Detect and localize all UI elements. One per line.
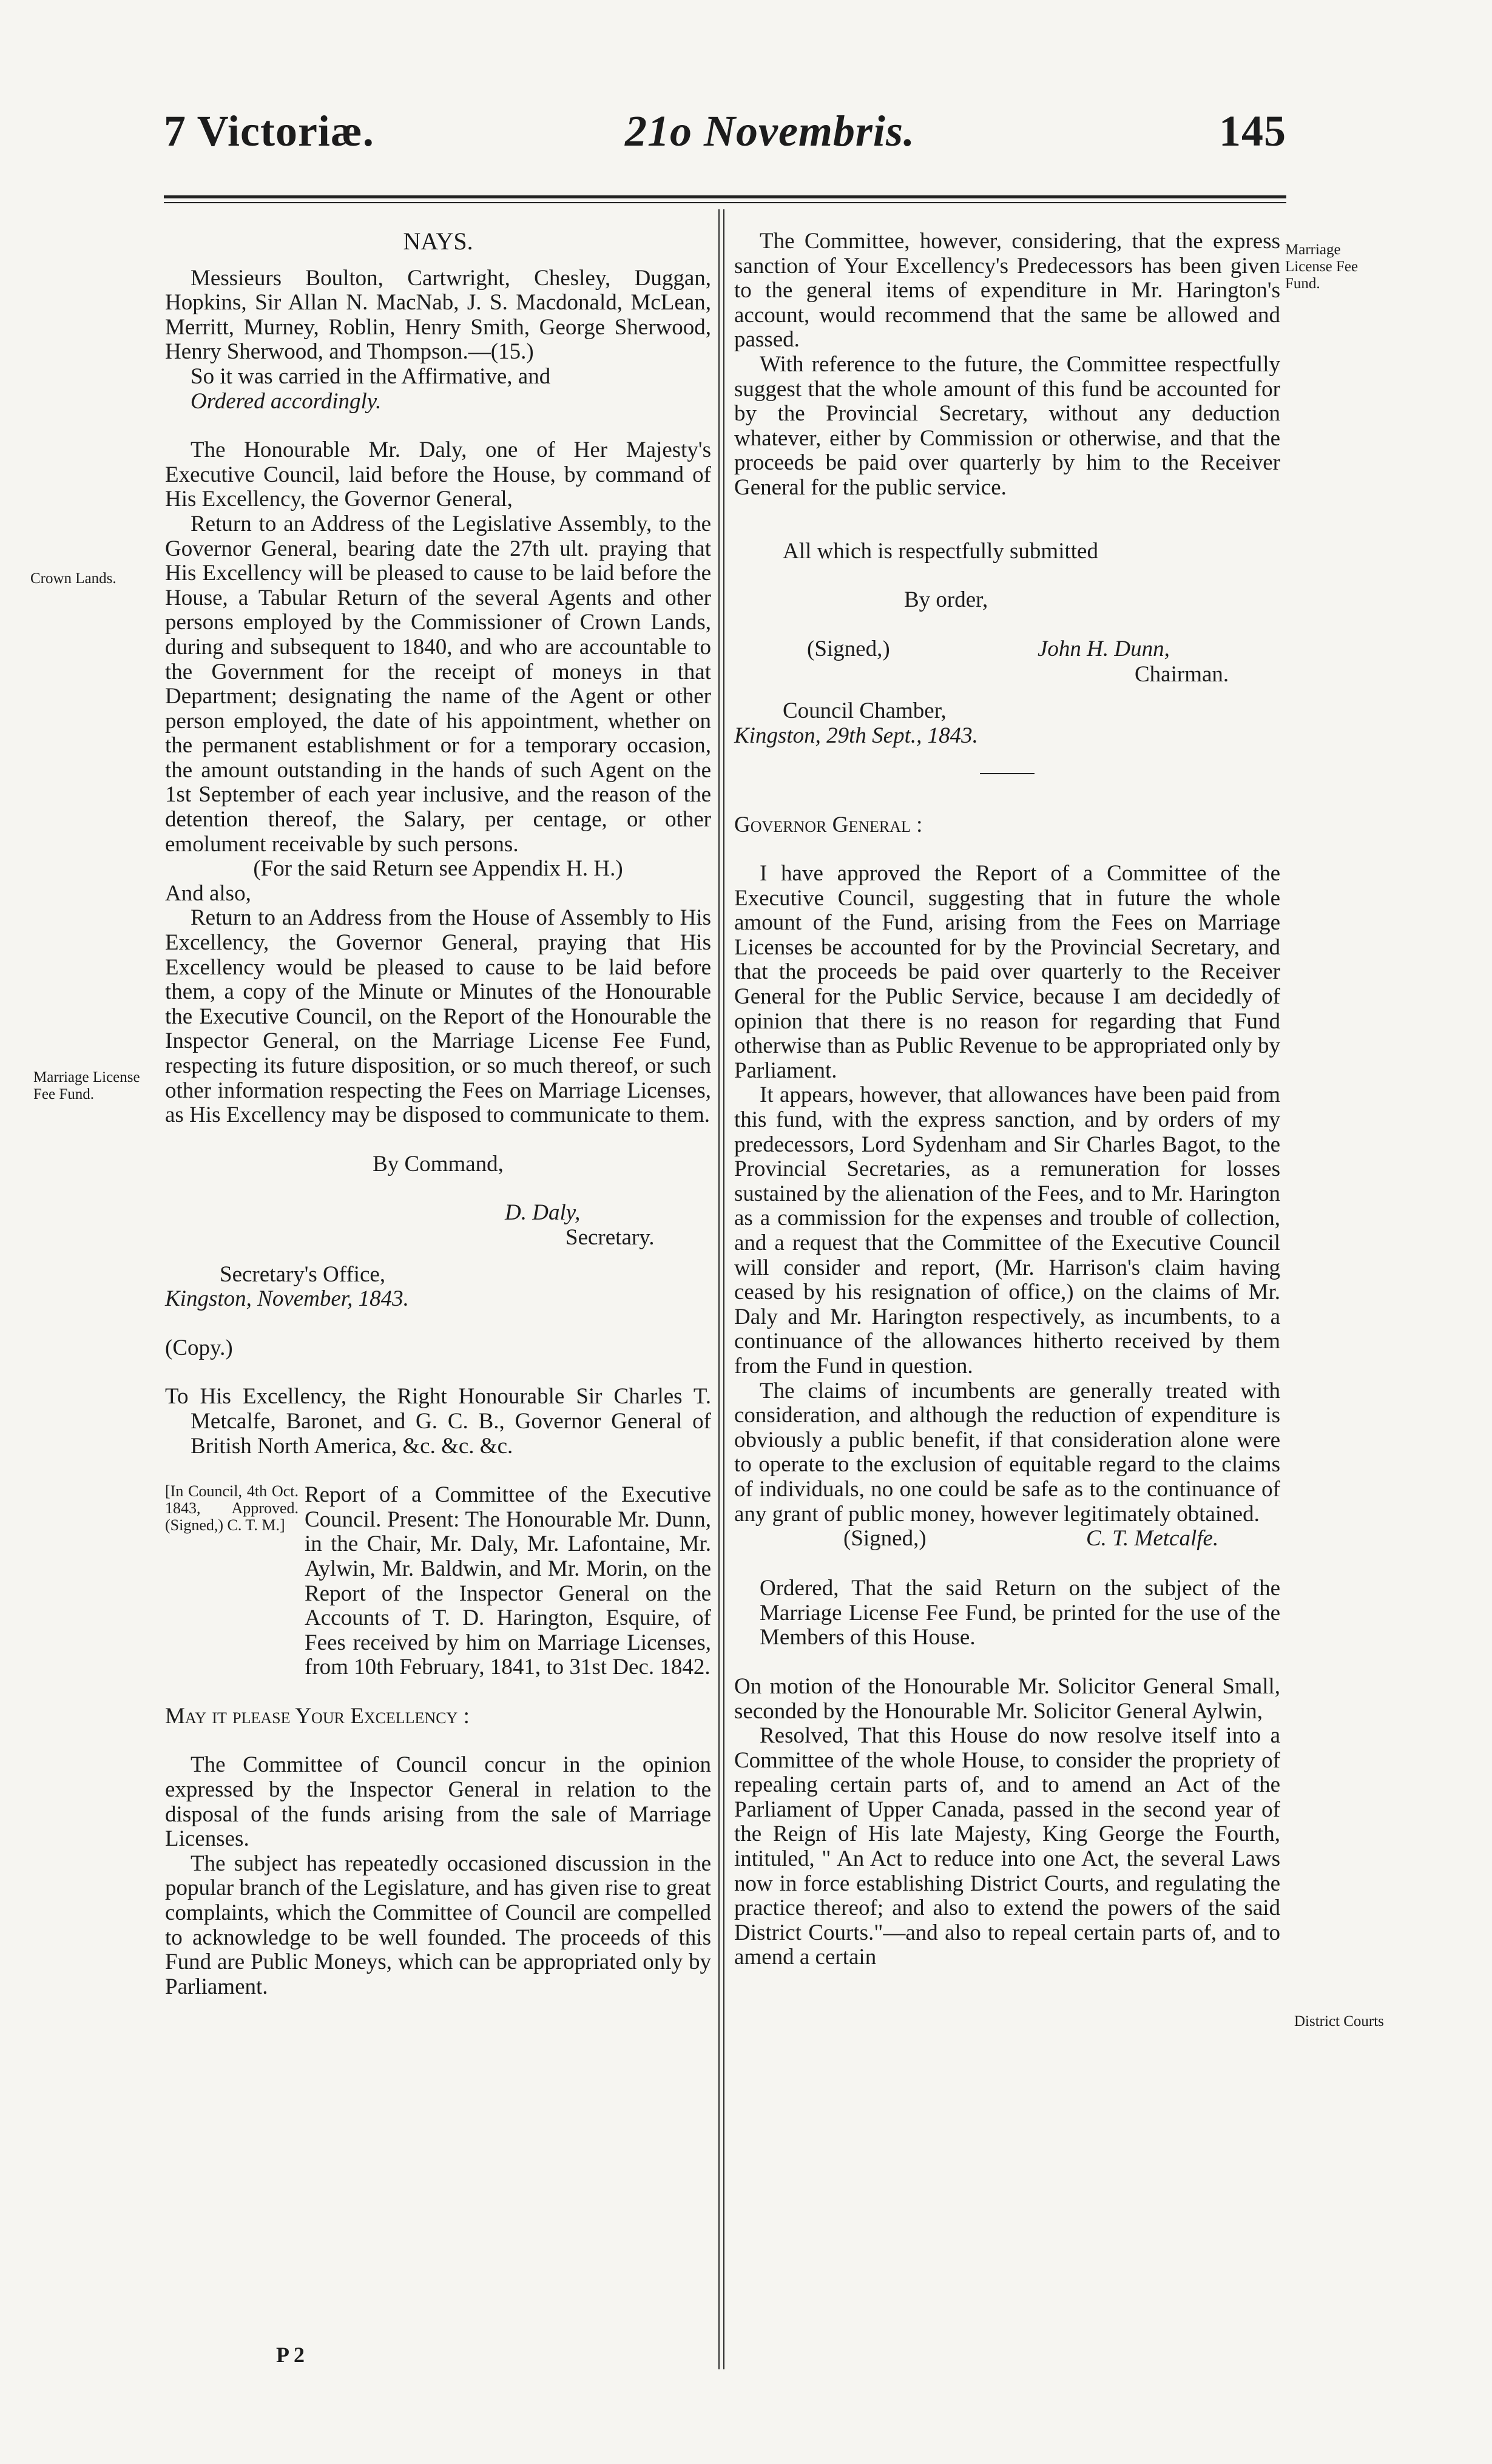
dunn-signature: John H. Dunn, <box>1038 636 1170 661</box>
page-header <box>164 106 1286 173</box>
column-divider-inner <box>723 209 724 2369</box>
ordered-print: Ordered, That the said Return on the subject of the Marriage License Fee Fund, be printed for the use of the Members of this House. <box>760 1576 1280 1650</box>
may-it-please: May it please Your Excellency : <box>165 1703 470 1729</box>
appendix-note: (For the said Return see Appendix H. H.) <box>253 856 623 882</box>
margin-note-crown-lands: Crown Lands. <box>30 570 116 587</box>
signature-daly: D. Daly, <box>505 1200 581 1226</box>
address-to-governor: To His Excellency, the Right Honourable Sir Charles T. Metcalfe, Baronet, and G. C. B., Governor General of British North America, &c. &c. &c. <box>165 1384 711 1459</box>
header-rule-thick <box>164 195 1286 198</box>
ordered-text: Ordered accordingly. <box>191 388 382 414</box>
by-command: By Command, <box>373 1151 504 1176</box>
claims-paragraph: The claims of incumbents are generally treated with consideration, and although the reduction of expenditure is obviously a public benefit, if that consideration alone were to operate to the exclusion of equitable regard to the claims of individuals, no one could be safe as to the continuance of any grant of public money, however legitimately obtained. <box>734 1378 1280 1527</box>
appears-paragraph: It appears, however, that allowances have been paid from this fund, with the express sanction, and by orders of my predecessors, Lord Sydenham and Sir Charles Bagot, to the Provincial Secretaries, as a remuneration for losses sustained by the alienation of the Fees, and to Mr. Harington as a commission for the expenses and trouble of collection, and a request that the Committee of the Executive Council will consider and report, (Mr. Harrison's claim having ceased by his resignation of office,) on the claims of Mr. Daly and Mr. Harington respectively, as incumbents, to a continuance of the allowances hitherto received by them from the Fund in question. <box>734 1082 1280 1379</box>
signed-dunn-row <box>734 637 1280 663</box>
margin-note-district-courts: District Courts <box>1294 2013 1384 2030</box>
header-rule-thin <box>164 202 1286 203</box>
signed-label: (Signed,) <box>807 636 890 661</box>
council-chamber: Council Chamber, <box>783 698 947 724</box>
report-paragraph: Report of a Committee of the Executive Council. Present: The Honourable Mr. Dunn, in the Chair, Mr. Daly, Mr. Lafontaine, Mr. Aylwin, Mr. Baldwin, and Mr. Morin, on the Report of the Inspector General on the Accounts of T. D. Harington, Esquire, of Fees received by him on Marriage Licenses, from 10th February, 1841, to 31st Dec. 1842. <box>305 1482 711 1680</box>
return-marriage-license: Return to an Address from the House of Assembly to His Excellency, the Governor General, praying that His Excellency would be pleased to cause to be laid before them, a copy of the Minute or Minutes of the Honourable the Executive Council, on the Report of the Honourable the Inspector General, on the Marriage License Fee Fund, respecting its future disposition, or so much thereof, or such other information respecting the Fees on Marriage Licenses, as His Excellency may be disposed to communicate to them. <box>165 905 711 1128</box>
date-heading: 21o Novembris. <box>625 107 915 155</box>
and-also: And also, <box>165 880 251 906</box>
governor-general-heading: Governor General : <box>734 812 923 837</box>
committee-concur: The Committee of Council concur in the opinion expressed by the Inspector General in relation to the disposal of the funds arising from the sale of Marriage Licenses. <box>165 1752 711 1852</box>
by-order: By order, <box>904 587 988 613</box>
margin-note-marriage-right: Marriage License Fee Fund. <box>1285 241 1359 292</box>
in-council-note: [In Council, 4th Oct. 1843, Approved. (Signed,) C. T. M.] <box>165 1482 299 1534</box>
office-date: Kingston, November, 1843. <box>165 1286 409 1312</box>
signed-metcalfe-row <box>734 1527 1280 1552</box>
chairman-title: Chairman. <box>1135 661 1229 687</box>
signature-title: Secretary. <box>565 1224 655 1250</box>
margin-note-marriage-left: Marriage License Fee Fund. <box>33 1069 140 1102</box>
resolved-paragraph: Resolved, That this House do now resolve itself into a Committee of the whole House, to consider the propriety of repealing certain parts of, and to amend an Act of the Parliament of Upper Canada, passed in the second year of the Reign of His late Majesty, King George the Fourth, intituled, " An Act to reduce into one Act, the several Laws now in force establishing District Courts, and regulating the practice thereof; and also to extend the powers of the said District Courts."—and also to repeal certain parts of, and to amend a certain <box>734 1723 1280 1970</box>
nays-names: Messieurs Boulton, Cartwright, Chesley, Duggan, Hopkins, Sir Allan N. MacNab, J. S. Macdonald, McLean, Merritt, Murney, Roblin, Henry Smith, George Sherwood, Henry Sherwood, and Thompson.—(15.) <box>165 265 711 365</box>
committee-however: The Committee, however, considering, that the express sanction of Your Excellency's Predecessors has been given to the general items of expenditure in Mr. Harington's account, would recommend that the same be allowed and passed. <box>734 229 1280 353</box>
subject-paragraph: The subject has repeatedly occasioned discussion in the popular branch of the Legislature, and has given rise to great complaints, which the Committee of Council are compelled to acknowledge to be well founded. The proceeds of this Fund are Public Moneys, which can be appropriated only by Parliament. <box>165 1851 711 1999</box>
respectfully-submitted: All which is respectfully submitted <box>783 538 1098 564</box>
nays-heading: NAYS. <box>403 228 473 255</box>
approved-paragraph: I have approved the Report of a Committee of the Executive Council, suggesting that in future the whole amount of the Fund, arising from the Fees on Marriage Licenses be accounted for by the Provincial Secretary, and that the proceeds be paid over quarterly to the Receiver General for the Public Service, because I am decidedly of opinion that there is no reason for regarding that Fund otherwise than as Public Revenue to be appropriated only by Parliament. <box>734 861 1280 1083</box>
chamber-date: Kingston, 29th Sept., 1843. <box>734 723 978 748</box>
metcalfe-signature: C. T. Metcalfe. <box>1086 1526 1219 1551</box>
column-divider <box>718 209 720 2369</box>
signature-mark: P 2 <box>276 2343 305 2367</box>
copy-label: (Copy.) <box>165 1335 233 1360</box>
daly-paragraph: The Honourable Mr. Daly, one of Her Majesty's Executive Council, laid before the House, by command of His Excellency, the Governor General, <box>165 437 711 512</box>
carried-text: So it was carried in the Affirmative, and <box>191 363 551 389</box>
future-paragraph: With reference to the future, the Committee respectfully suggest that the whole amount of this fund be accounted for by the Provincial Secretary, without any deduction whatever, either by Commission or otherwise, and that the proceeds be paid over quarterly by him to the Receiver General for the public service. <box>734 351 1280 500</box>
return-crown-lands: Return to an Address of the Legislative Assembly, to the Governor General, bearing date the 27th ult. praying that His Excellency will be pleased to cause to be laid before the House, a Tabular Return of the several Agents and other persons employed by the Commissioner of Crown Lands, during and subsequent to 1840, and who are accountable to the Government for the receipt of moneys in that Department; designating the name of the Agent or other person employed, the date of his appointment, whether on the permanent establishment or for a temporary occasion, the amount outstanding in the hands of such Agent on the 1st September of each year inclusive, and the reason of the detention thereof, the Salary, per centage, or other emolument receivable by such persons. <box>165 511 711 857</box>
regnal-year: 7 Victoriæ. <box>164 107 374 155</box>
signed-label-2: (Signed,) <box>843 1526 927 1551</box>
motion-paragraph: On motion of the Honourable Mr. Solicitor General Small, seconded by the Honourable Mr. Solicitor General Aylwin, <box>734 1673 1280 1724</box>
left-column <box>165 224 711 1999</box>
right-column <box>734 224 1280 1970</box>
page-number: 145 <box>1219 107 1286 155</box>
secretary-office: Secretary's Office, <box>220 1261 386 1287</box>
